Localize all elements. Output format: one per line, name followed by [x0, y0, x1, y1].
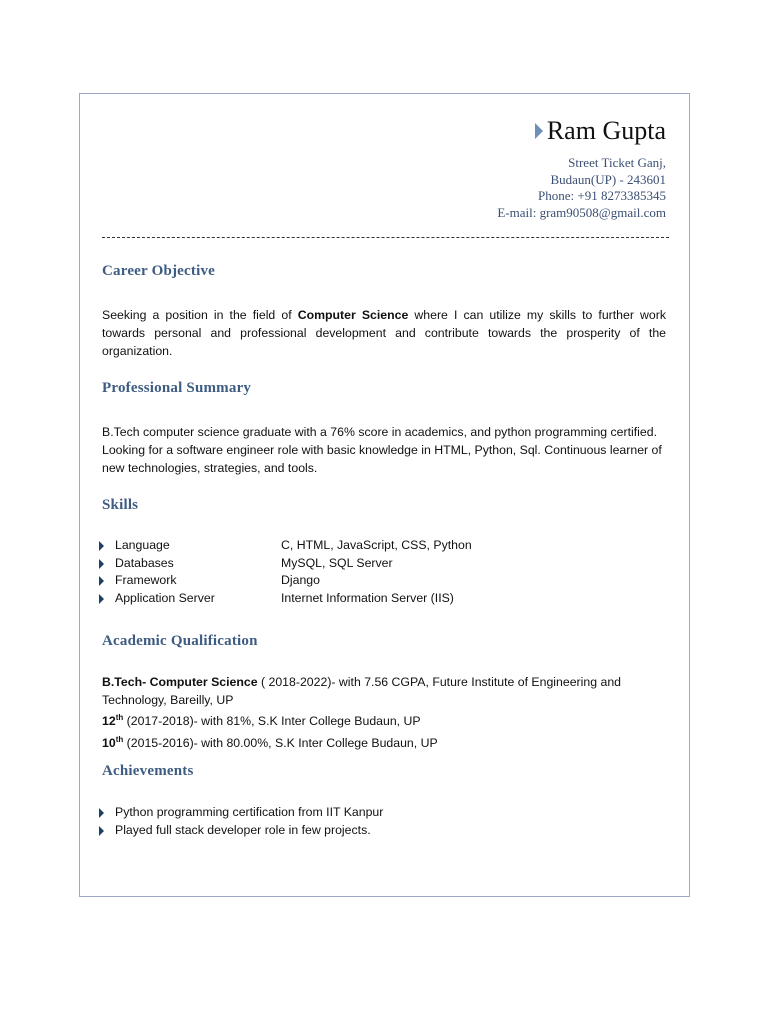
objective-text-after: where I can utilize my skills to further work towards personal and professional development and contribute towards the prosperity of the organization.	[102, 308, 666, 358]
objective-text-before: Seeking a position in the field of	[102, 308, 298, 322]
twelfth-entry	[102, 709, 662, 731]
skill-value: C, HTML, JavaScript, CSS, Python	[281, 538, 472, 552]
tenth-label: 10	[102, 735, 116, 750]
triangle-bullet-icon	[99, 808, 104, 818]
achievement-text: Python programming certification from IIT Kanpur	[115, 805, 384, 819]
skill-item	[99, 555, 472, 573]
professional-summary-title: Professional Summary	[102, 380, 252, 396]
achievement-text: Played full stack developer role in few projects.	[115, 822, 371, 837]
twelfth-text: (2017-2018)- with 81%, S.K Inter College Budaun, UP	[123, 714, 421, 729]
skill-value: Internet Information Server (IIS)	[281, 590, 454, 605]
tenth-entry	[102, 731, 662, 753]
resume-header	[497, 116, 666, 221]
skills-title: Skills	[102, 497, 139, 513]
achievements-title: Achievements	[102, 763, 194, 779]
triangle-bullet-icon	[99, 826, 104, 836]
btech-entry	[102, 674, 662, 709]
skill-item	[99, 537, 472, 555]
academic-title: Academic Qualification	[102, 633, 258, 649]
tenth-sup: th	[115, 734, 124, 744]
skill-name: Framework	[115, 573, 177, 587]
skills-list	[99, 537, 472, 607]
btech-degree: B.Tech- Computer Science	[102, 675, 258, 689]
candidate-name	[497, 116, 666, 146]
tenth-text: (2015-2016)- with 80.00%, S.K Inter College Budaun, UP	[123, 735, 438, 750]
address-line-1: Street Ticket Ganj,	[568, 155, 666, 170]
skill-item	[99, 590, 472, 608]
skill-name: Language	[115, 538, 170, 552]
triangle-bullet-icon	[99, 576, 104, 586]
skill-name: Application Server	[115, 590, 215, 605]
phone: Phone: +91 8273385345	[538, 188, 666, 203]
academic-details	[102, 674, 662, 752]
triangle-bullet-icon	[99, 594, 104, 604]
btech-text: ( 2018-2022)- with 7.56 CGPA, Future Institute of Engineering and Technology, Bareilly, UP	[102, 675, 621, 707]
header-divider	[102, 237, 669, 238]
professional-summary-text: B.Tech computer science graduate with a 76% score in academics, and python programming certified. Looking for a software engineer role with basic knowledge in HTML, Python, Sql. Continuous learner of new technologies, strategies, and tools.	[102, 425, 662, 475]
achievements-list	[99, 804, 383, 839]
triangle-bullet-icon	[99, 541, 104, 551]
twelfth-sup: th	[115, 713, 124, 722]
career-objective-title: Career Objective	[102, 263, 216, 279]
achievement-item	[99, 822, 383, 840]
career-objective-text	[102, 306, 666, 360]
achievement-item	[99, 804, 383, 822]
skill-value: Django	[281, 573, 320, 587]
triangle-right-icon	[535, 123, 543, 139]
skill-value: MySQL, SQL Server	[281, 555, 393, 570]
email: E-mail: gram90508@gmail.com	[497, 204, 666, 220]
address-line-2: Budaun(UP) - 243601	[550, 171, 666, 187]
skill-name: Databases	[115, 555, 174, 570]
triangle-bullet-icon	[99, 559, 104, 569]
objective-text-bold: Computer Science	[297, 308, 409, 322]
skill-item	[99, 572, 472, 590]
twelfth-label: 12	[102, 714, 116, 729]
contact-block	[497, 155, 666, 221]
candidate-name-text: Ram Gupta	[546, 116, 666, 145]
